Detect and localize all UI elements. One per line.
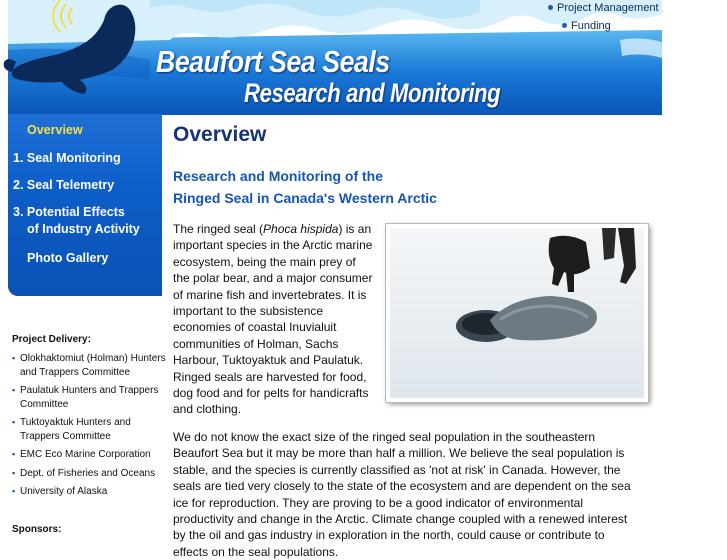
species-name: Phoca hispida	[263, 222, 339, 236]
sidebar-item-overview[interactable]: Overview	[27, 123, 83, 137]
sidebar-item-potential-effects[interactable]	[13, 205, 140, 236]
page-title: Overview	[173, 123, 267, 146]
project-delivery-list	[12, 352, 172, 504]
seal-on-ice-image	[390, 228, 644, 398]
page-subtitle	[173, 165, 437, 209]
body-paragraph: We do not know the exact size of the ringed seal population in the southeastern Beaufort Sea but it may be more than half a million. We believe the seal population is stable, and the species is currently classified as 'not at risk' in Canada. However, the seals are tied very closely to the state of the ecosystem and are dependent on the sea ice for reproduction. They are proving to be a good indicator of environmental productivity and change in the Arctic. Climate change coupled with a renewed interest by the oil and gas industry in exploration in the north, could cause or contribute to effects on the seal populations.	[173, 430, 631, 559]
bullet-icon	[562, 23, 567, 28]
bullet-icon	[548, 5, 553, 10]
subtitle-line1: Research and Monitoring of the	[173, 168, 384, 184]
sidebar-item-label: of Industry Activity	[27, 222, 140, 236]
sidebar-item-photo-gallery[interactable]: Photo Gallery	[27, 251, 109, 265]
list-item: ▪ Dept. of Fisheries and Oceans	[12, 467, 172, 481]
header-banner	[0, 0, 662, 115]
subtitle-line2: Ringed Seal in Canada's Western Arctic	[173, 190, 437, 206]
toplink-funding[interactable]: Funding	[562, 20, 611, 32]
list-item: ▪ Olokhaktomiut (Holman) Hunters and Trappers Committee	[12, 352, 172, 379]
sponsors-heading: Sponsors:	[12, 524, 62, 535]
list-item: ▪ EMC Eco Marine Corporation	[12, 448, 172, 462]
toplink-project-management[interactable]: Project Management	[548, 2, 659, 14]
list-item: ▪ University of Alaska	[12, 485, 172, 499]
list-item: ▪ Tuktoyaktuk Hunters and Trappers Committee	[12, 416, 172, 443]
seal-photo	[386, 224, 648, 402]
site-title-line2: Research and Monitoring	[244, 78, 501, 108]
sidebar-item-seal-telemetry[interactable]: 2. Seal Telemetry	[13, 178, 115, 192]
sidebar-item-seal-monitoring[interactable]: 1. Seal Monitoring	[13, 151, 121, 165]
list-item: ▪ Paulatuk Hunters and Trappers Committee	[12, 384, 172, 411]
intro-paragraph: The ringed seal (Phoca hispida) is an important species in the Arctic marine ecosystem, being the main prey of the polar bear, and a major consumer of marine fish and invertebrates. It is important to the subsistence economies of coastal Inuvialuit communities of Holman, Sachs Harbour, Tuktoyaktuk and Paulatuk. Ringed seals are harvested for food, dog food and for pelts for handicrafts and clothing.	[173, 222, 373, 417]
project-delivery-heading: Project Delivery:	[12, 334, 91, 345]
sidebar-item-label: 3. Potential Effects	[13, 205, 125, 219]
site-title-line1: Beaufort Sea Seals	[156, 44, 390, 79]
